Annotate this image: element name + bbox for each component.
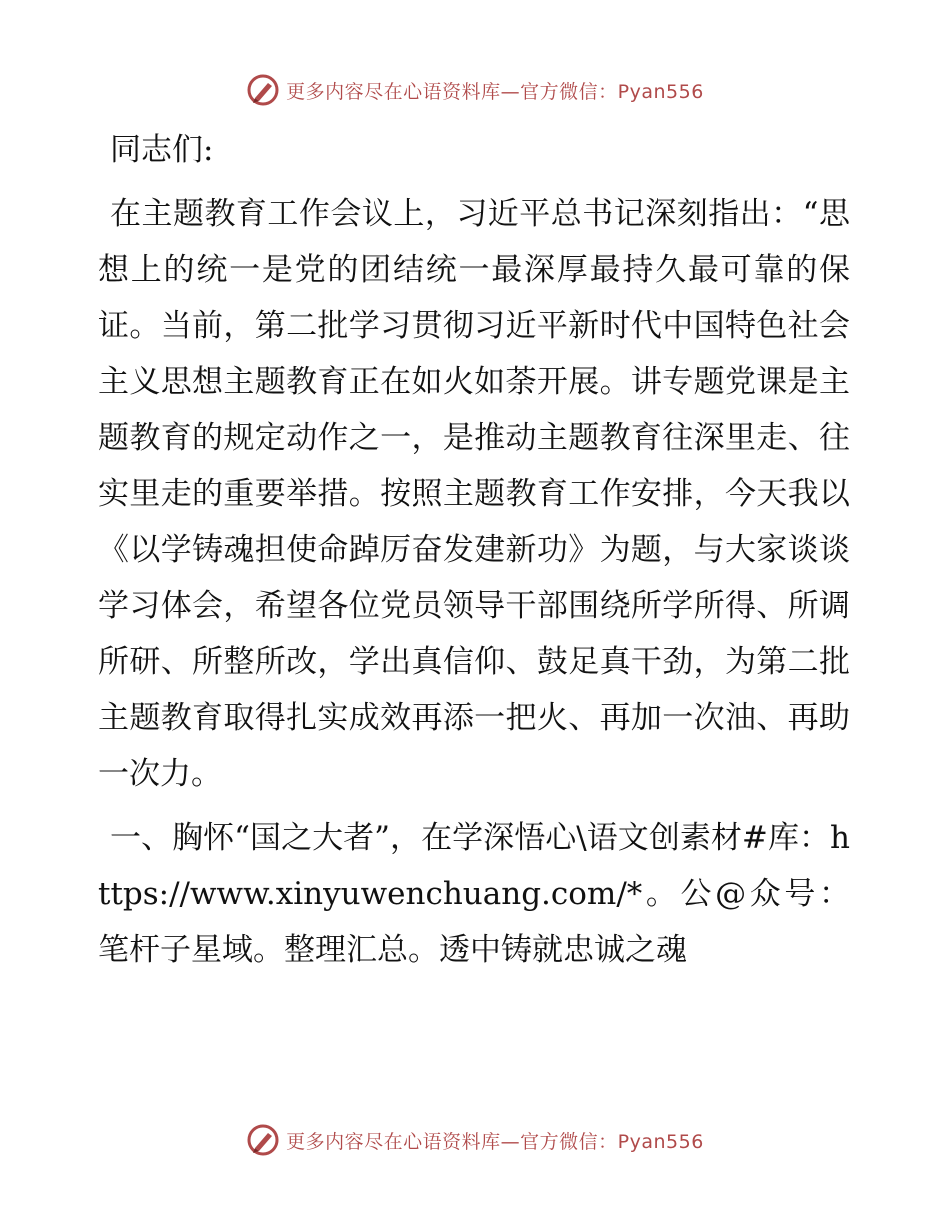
footer-watermark [0, 1120, 950, 1160]
header-watermark-text: 更多内容尽在心语资料库—官方微信：Pyan556 [286, 80, 704, 103]
header-watermark [0, 70, 950, 110]
document-body [98, 122, 850, 986]
section-heading-1: 一、胸怀“国之大者”，在学深悟心\语文创素材#库：https://www.xinyuwenchuang.com/*。公@众号：笔杆子星域。整理汇总。透中铸就忠诚之魂 [98, 820, 850, 968]
salutation: 同志们: [110, 132, 214, 168]
logo-pen-icon [246, 1123, 280, 1157]
paragraph-1: 在主题教育工作会议上，习近平总书记深刻指出：“思想上的统一是党的团结统一最深厚最持久最可靠的保证。当前，第二批学习贯彻习近平新时代中国特色社会主义思想主题教育正在如火如荼开展。讲专题党课是主题教育的规定动作之一，是推动主题教育往深里走、往实里走的重要举措。按照主题教育工作安排，今天我以《以学铸魂担使命踔厉奋发建新功》为题，与大家谈谈学习体会，希望各位党员领导干部围绕所学所得、所调所研、所整所改，学出真信仰、鼓足真干劲，为第二批主题教育取得扎实成效再添一把火、再加一次油、再助一次力。 [98, 196, 850, 792]
footer-watermark-text: 更多内容尽在心语资料库—官方微信：Pyan556 [286, 1130, 704, 1153]
logo-pen-icon [246, 73, 280, 107]
